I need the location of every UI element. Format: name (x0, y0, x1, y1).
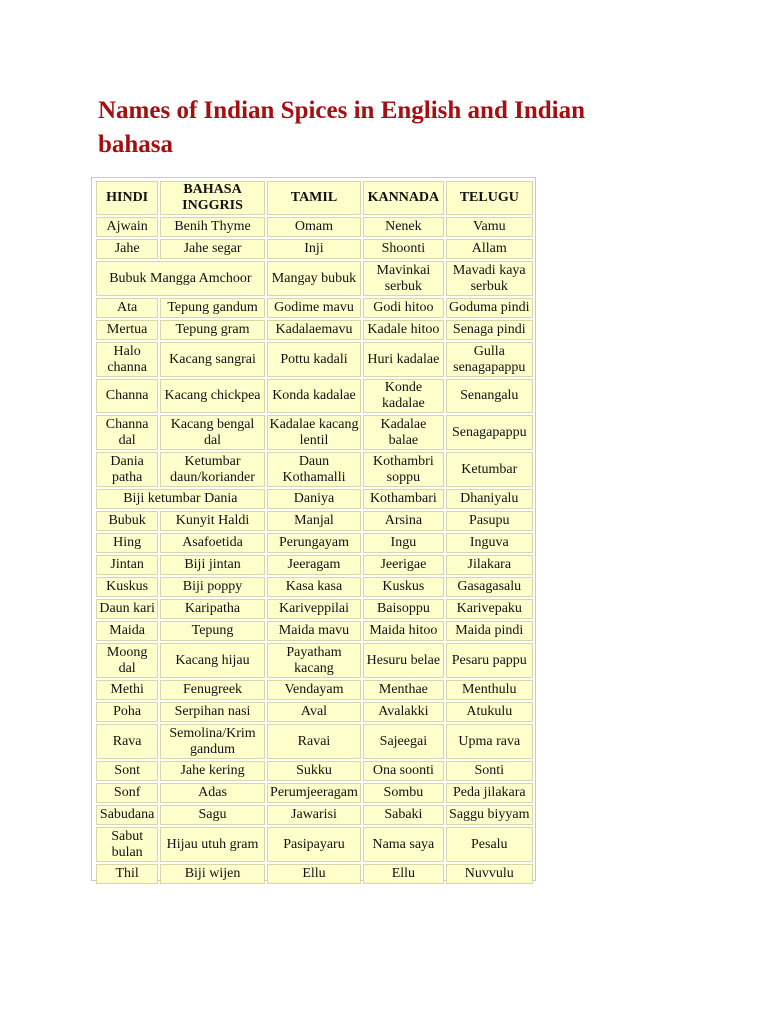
cell-hindi: Rava (96, 724, 158, 759)
table-row (96, 599, 533, 619)
cell-telugu: Sonti (446, 761, 533, 781)
cell-hindi: Sonf (96, 783, 158, 803)
cell-kannada: Ona soonti (363, 761, 443, 781)
cell-hindi: Methi (96, 680, 158, 700)
cell-hindi: Bubuk Mangga Amchoor (96, 261, 265, 296)
cell-tamil: Godime mavu (267, 298, 361, 318)
cell-telugu: Karivepaku (446, 599, 533, 619)
cell-kannada: Arsina (363, 511, 443, 531)
cell-hindi: Sont (96, 761, 158, 781)
column-header-kannada: KANNADA (363, 181, 443, 215)
cell-tamil: Aval (267, 702, 361, 722)
table-row (96, 577, 533, 597)
cell-telugu: Gasagasalu (446, 577, 533, 597)
cell-bahasa-inggris: Kunyit Haldi (160, 511, 264, 531)
column-header-bahasa-inggris: BAHASA INGGRIS (160, 181, 264, 215)
table-row (96, 783, 533, 803)
cell-kannada: Mavinkai serbuk (363, 261, 443, 296)
cell-tamil: Perungayam (267, 533, 361, 553)
cell-telugu: Dhaniyalu (446, 489, 533, 509)
cell-bahasa-inggris: Benih Thyme (160, 217, 264, 237)
cell-tamil: Mangay bubuk (267, 261, 361, 296)
cell-hindi: Sabut bulan (96, 827, 158, 862)
cell-tamil: Manjal (267, 511, 361, 531)
cell-hindi: Hing (96, 533, 158, 553)
cell-bahasa-inggris: Tepung (160, 621, 264, 641)
cell-tamil: Omam (267, 217, 361, 237)
cell-kannada: Kadalae balae (363, 415, 443, 450)
cell-hindi: Thil (96, 864, 158, 884)
table-row (96, 680, 533, 700)
table-row (96, 724, 533, 759)
cell-hindi: Jahe (96, 239, 158, 259)
cell-kannada: Nama saya (363, 827, 443, 862)
cell-hindi: Mertua (96, 320, 158, 340)
table-row (96, 342, 533, 377)
cell-tamil: Vendayam (267, 680, 361, 700)
cell-tamil: Payatham kacang (267, 643, 361, 678)
cell-kannada: Menthae (363, 680, 443, 700)
cell-bahasa-inggris: Jahe kering (160, 761, 264, 781)
table-row (96, 761, 533, 781)
column-header-tamil: TAMIL (267, 181, 361, 215)
table-row (96, 320, 533, 340)
cell-tamil: Maida mavu (267, 621, 361, 641)
cell-hindi: Kuskus (96, 577, 158, 597)
cell-telugu: Inguva (446, 533, 533, 553)
table-row (96, 702, 533, 722)
cell-tamil: Ellu (267, 864, 361, 884)
cell-telugu: Maida pindi (446, 621, 533, 641)
cell-hindi: Poha (96, 702, 158, 722)
table-row (96, 261, 533, 296)
cell-bahasa-inggris: Tepung gandum (160, 298, 264, 318)
column-header-hindi: HINDI (96, 181, 158, 215)
page-title: Names of Indian Spices in English and Indian bahasa (98, 97, 585, 158)
cell-kannada: Sombu (363, 783, 443, 803)
spice-names-table (94, 179, 535, 886)
cell-tamil: Pottu kadali (267, 342, 361, 377)
cell-bahasa-inggris: Fenugreek (160, 680, 264, 700)
cell-bahasa-inggris: Biji jintan (160, 555, 264, 575)
cell-kannada: Jeerigae (363, 555, 443, 575)
cell-bahasa-inggris: Kacang bengal dal (160, 415, 264, 450)
cell-telugu: Mavadi kaya serbuk (446, 261, 533, 296)
cell-kannada: Huri kadalae (363, 342, 443, 377)
cell-tamil: Jeeragam (267, 555, 361, 575)
cell-telugu: Pasupu (446, 511, 533, 531)
cell-bahasa-inggris: Hijau utuh gram (160, 827, 264, 862)
cell-telugu: Senagapappu (446, 415, 533, 450)
cell-hindi: Maida (96, 621, 158, 641)
cell-telugu: Nuvvulu (446, 864, 533, 884)
cell-hindi: Biji ketumbar Dania (96, 489, 265, 509)
cell-kannada: Kadale hitoo (363, 320, 443, 340)
cell-kannada: Kothambri soppu (363, 452, 443, 487)
spice-names-table-frame (91, 177, 536, 881)
cell-bahasa-inggris: Sagu (160, 805, 264, 825)
column-header-telugu: TELUGU (446, 181, 533, 215)
cell-telugu: Senaga pindi (446, 320, 533, 340)
table-row (96, 489, 533, 509)
table-row (96, 827, 533, 862)
cell-bahasa-inggris: Asafoetida (160, 533, 264, 553)
cell-kannada: Shoonti (363, 239, 443, 259)
cell-bahasa-inggris: Jahe segar (160, 239, 264, 259)
cell-hindi: Halo channa (96, 342, 158, 377)
cell-tamil: Ravai (267, 724, 361, 759)
table-row (96, 217, 533, 237)
cell-kannada: Ingu (363, 533, 443, 553)
cell-kannada: Kuskus (363, 577, 443, 597)
cell-telugu: Senangalu (446, 379, 533, 413)
cell-kannada: Sabaki (363, 805, 443, 825)
cell-tamil: Jawarisi (267, 805, 361, 825)
cell-tamil: Kariveppilai (267, 599, 361, 619)
cell-kannada: Konde kadalae (363, 379, 443, 413)
cell-tamil: Daniya (267, 489, 361, 509)
cell-telugu: Allam (446, 239, 533, 259)
table-row (96, 511, 533, 531)
table-row (96, 239, 533, 259)
table-body (96, 217, 533, 884)
cell-bahasa-inggris: Karipatha (160, 599, 264, 619)
cell-tamil: Pasipayaru (267, 827, 361, 862)
cell-tamil: Kadalaemavu (267, 320, 361, 340)
cell-kannada: Ellu (363, 864, 443, 884)
cell-bahasa-inggris: Kacang sangrai (160, 342, 264, 377)
cell-hindi: Dania patha (96, 452, 158, 487)
cell-tamil: Perumjeeragam (267, 783, 361, 803)
cell-telugu: Ketumbar (446, 452, 533, 487)
table-row (96, 621, 533, 641)
cell-tamil: Kasa kasa (267, 577, 361, 597)
cell-kannada: Baisoppu (363, 599, 443, 619)
table-row (96, 533, 533, 553)
table-row (96, 864, 533, 884)
table-row (96, 379, 533, 413)
cell-bahasa-inggris: Biji wijen (160, 864, 264, 884)
cell-hindi: Jintan (96, 555, 158, 575)
cell-bahasa-inggris: Serpihan nasi (160, 702, 264, 722)
cell-kannada: Kothambari (363, 489, 443, 509)
table-row (96, 555, 533, 575)
cell-telugu: Upma rava (446, 724, 533, 759)
cell-hindi: Daun kari (96, 599, 158, 619)
table-row (96, 298, 533, 318)
cell-kannada: Maida hitoo (363, 621, 443, 641)
cell-telugu: Goduma pindi (446, 298, 533, 318)
table-row (96, 643, 533, 678)
cell-tamil: Sukku (267, 761, 361, 781)
cell-tamil: Konda kadalae (267, 379, 361, 413)
cell-bahasa-inggris: Tepung gram (160, 320, 264, 340)
cell-bahasa-inggris: Ketumbar daun/koriander (160, 452, 264, 487)
cell-telugu: Jilakara (446, 555, 533, 575)
table-row (96, 415, 533, 450)
cell-telugu: Atukulu (446, 702, 533, 722)
cell-tamil: Inji (267, 239, 361, 259)
cell-telugu: Peda jilakara (446, 783, 533, 803)
cell-bahasa-inggris: Kacang chickpea (160, 379, 264, 413)
cell-kannada: Hesuru belae (363, 643, 443, 678)
cell-bahasa-inggris: Biji poppy (160, 577, 264, 597)
cell-bahasa-inggris: Adas (160, 783, 264, 803)
table-header-row (96, 181, 533, 215)
cell-bahasa-inggris: Semolina/Krim gandum (160, 724, 264, 759)
cell-bahasa-inggris: Kacang hijau (160, 643, 264, 678)
table-row (96, 805, 533, 825)
cell-telugu: Pesalu (446, 827, 533, 862)
cell-hindi: Bubuk (96, 511, 158, 531)
cell-kannada: Sajeegai (363, 724, 443, 759)
cell-hindi: Channa dal (96, 415, 158, 450)
cell-telugu: Menthulu (446, 680, 533, 700)
cell-tamil: Daun Kothamalli (267, 452, 361, 487)
cell-telugu: Gulla senagapappu (446, 342, 533, 377)
cell-hindi: Sabudana (96, 805, 158, 825)
cell-tamil: Kadalae kacang lentil (267, 415, 361, 450)
cell-hindi: Ajwain (96, 217, 158, 237)
cell-telugu: Saggu biyyam (446, 805, 533, 825)
cell-hindi: Ata (96, 298, 158, 318)
cell-telugu: Pesaru pappu (446, 643, 533, 678)
cell-hindi: Channa (96, 379, 158, 413)
cell-kannada: Nenek (363, 217, 443, 237)
cell-kannada: Godi hitoo (363, 298, 443, 318)
cell-kannada: Avalakki (363, 702, 443, 722)
cell-hindi: Moong dal (96, 643, 158, 678)
cell-telugu: Vamu (446, 217, 533, 237)
table-row (96, 452, 533, 487)
